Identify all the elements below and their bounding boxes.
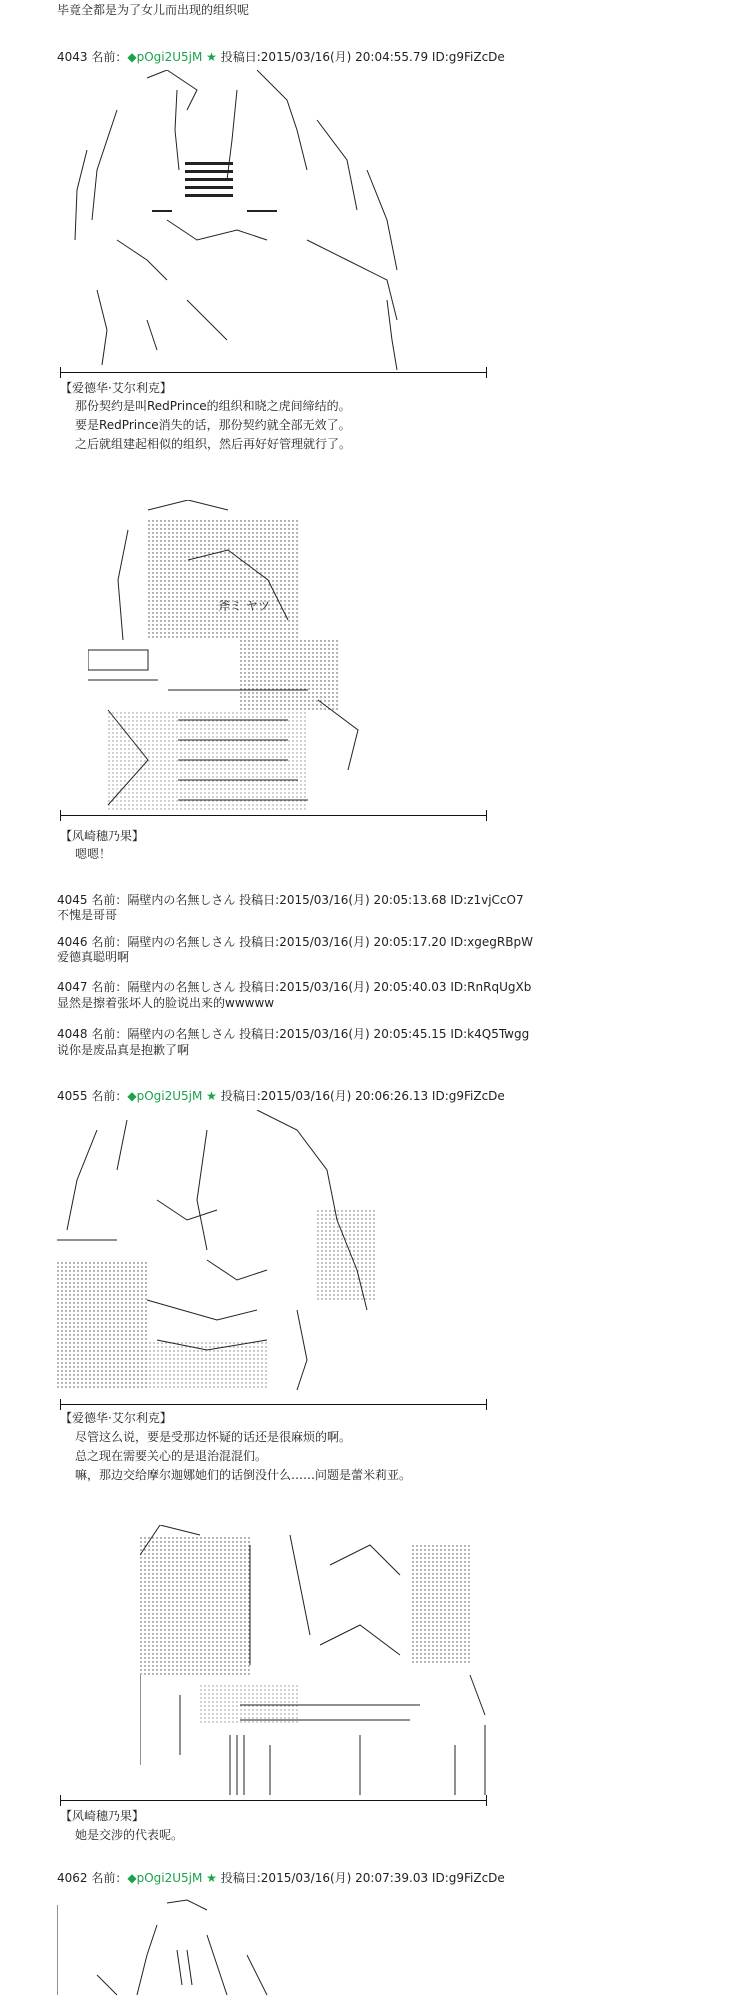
ascii-art-character-1 — [57, 70, 497, 370]
dialogue-line: 那份契约是叫RedPrince的组织和晓之虎间缔结的。 — [75, 399, 351, 413]
divider-rule — [60, 815, 487, 816]
post-meta: 投稿日:2015/03/16(月) 20:07:39.03 ID:g9FiZcDe — [220, 1871, 505, 1885]
post-meta: 投稿日:2015/03/16(月) 20:04:55.79 ID:g9FiZcDe — [220, 50, 505, 64]
ascii-art-character-2 — [88, 500, 378, 812]
post-meta: 投稿日:2015/03/16(月) 20:06:26.13 ID:g9FiZcDe — [220, 1089, 505, 1103]
speaker-name: 【风崎穗乃果】 — [60, 829, 145, 843]
divider-rule — [60, 1404, 487, 1405]
dialogue-line: 嗯嗯！ — [75, 847, 112, 861]
post-header-4062 — [57, 1871, 505, 1885]
reply-body: 不愧是哥哥 — [57, 908, 118, 922]
tripcode[interactable]: ◆pOgi2U5jM ★ — [127, 1871, 217, 1885]
tripcode[interactable]: ◆pOgi2U5jM ★ — [127, 1089, 217, 1103]
tripcode[interactable]: ◆pOgi2U5jM ★ — [127, 50, 217, 64]
post-number: 4062 名前： — [57, 1871, 128, 1885]
dialogue-line: 总之现在需要关心的是退治混混们。 — [75, 1449, 268, 1463]
post-number: 4055 名前： — [57, 1089, 128, 1103]
art-text: 斧ミ ヤツ — [218, 599, 270, 613]
divider-rule — [60, 1800, 487, 1801]
dialogue-line: 她是交涉的代表呢。 — [75, 1828, 184, 1842]
reply-header: 4045 名前：隔壁内の名無しさん 投稿日:2015/03/16(月) 20:05:13.68 ID:z1vjCcO7 — [57, 893, 524, 907]
dialogue-line: 嘛，那边交给摩尔迦娜她们的话倒没什么……问题是蕾米莉亚。 — [75, 1468, 412, 1482]
speaker-name: 【爱德华·艾尔利克】 — [60, 381, 172, 395]
post-number: 4043 名前： — [57, 50, 128, 64]
speaker-name: 【爱德华·艾尔利克】 — [60, 1411, 172, 1425]
reply-body: 显然是擦着张坏人的脸说出来的wwwww — [57, 996, 275, 1010]
post-header-4055 — [57, 1089, 505, 1103]
reply-header: 4046 名前：隔壁内の名無しさん 投稿日:2015/03/16(月) 20:05:17.20 ID:xgegRBpW — [57, 935, 533, 949]
post-header-4043 — [57, 50, 505, 64]
dialogue-line: 尽管这么说，要是受那边怀疑的话还是很麻烦的啊。 — [75, 1430, 352, 1444]
ascii-art-character-4 — [140, 1525, 500, 1805]
top-line: 毕竟全都是为了女儿而出现的组织呢 — [57, 3, 250, 17]
dialogue-line: 之后就组建起相似的组织，然后再好好管理就行了。 — [75, 437, 352, 451]
speaker-name: 【风崎穗乃果】 — [60, 1809, 145, 1823]
ascii-art-character-5 — [57, 1895, 297, 2000]
dialogue-line: 要是RedPrince消失的话，那份契约就全部无效了。 — [75, 418, 351, 432]
reply-body: 说你是废品真是抱歉了啊 — [57, 1043, 190, 1057]
divider-rule — [60, 372, 487, 373]
reply-body: 爱德真聪明啊 — [57, 950, 130, 964]
reply-header: 4048 名前：隔壁内の名無しさん 投稿日:2015/03/16(月) 20:05:45.15 ID:k4Q5Twgg — [57, 1027, 530, 1041]
ascii-art-character-3 — [57, 1110, 387, 1400]
reply-header: 4047 名前：隔壁内の名無しさん 投稿日:2015/03/16(月) 20:05:40.03 ID:RnRqUgXb — [57, 980, 532, 994]
